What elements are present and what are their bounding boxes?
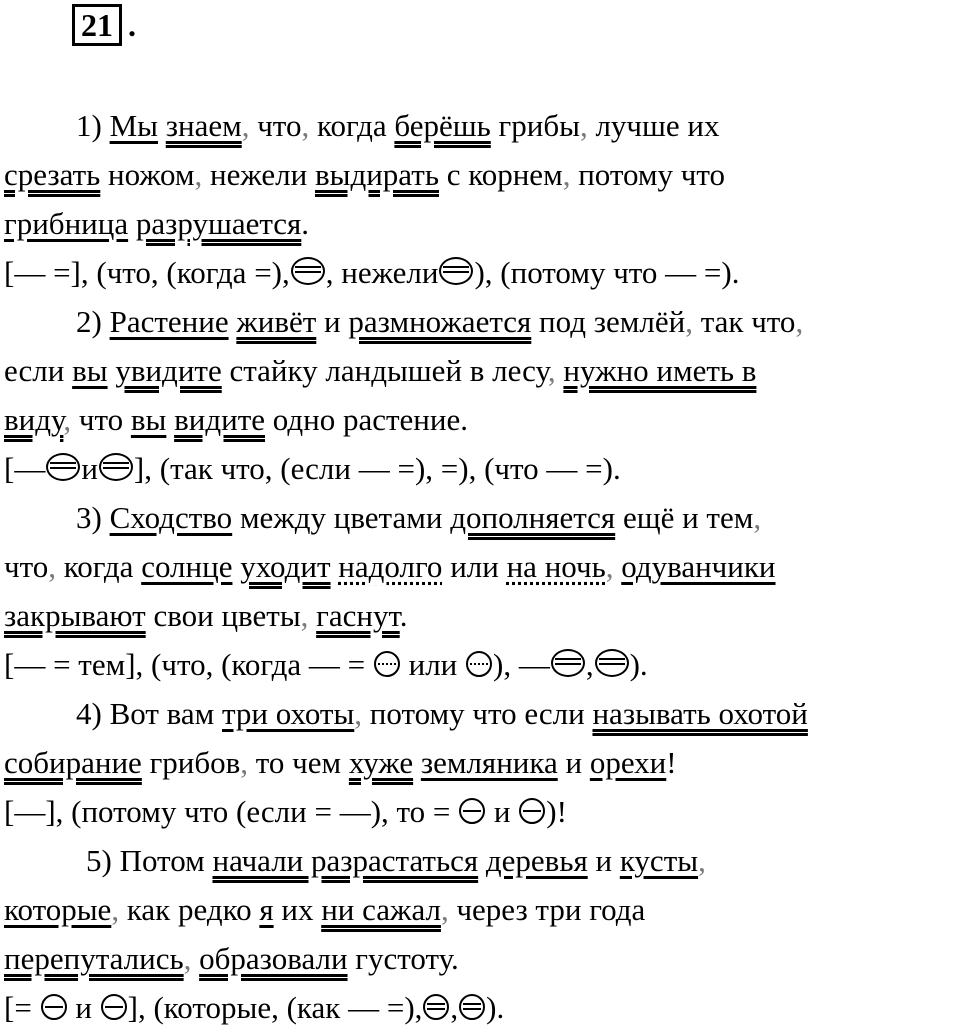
participle-clause-icon (595, 649, 629, 677)
predicate: разрушается (135, 206, 302, 241)
subject: грибница (4, 206, 129, 241)
exercise-number: 21 (72, 4, 122, 46)
participle-clause-icon (99, 453, 133, 481)
exercise-text (0, 101, 960, 1032)
predicate: знаем (165, 108, 242, 143)
sentence-1-scheme: [— =], (что, (когда =), , нежели ), (потому что — =). (4, 255, 740, 290)
adverbial: надолго (338, 549, 443, 584)
predicate: хуже (348, 745, 414, 780)
subject: вы (72, 353, 108, 388)
predicate: начали разрастаться (212, 843, 479, 878)
sentence-3-line-1: 3) Сходство между цветами дополняется ещё и тем, (76, 500, 762, 535)
sentence-5-line-2: которые, как редко я их ни сажал, через три года (4, 892, 646, 927)
participle-clause-icon (423, 994, 449, 1020)
predicate: выдирать (314, 157, 439, 192)
subject: Мы (109, 108, 158, 143)
sentence-3-scheme: [— = тем], (что, (когда — = или ), — , ). (4, 647, 648, 682)
predicate: видите (174, 402, 266, 437)
homogeneous-member-icon (101, 994, 127, 1020)
adverbial-clause-icon (374, 651, 400, 677)
subject: которые (4, 892, 112, 927)
sentence-4-scheme: [—], (потому что (если = —), то = и )! (4, 794, 567, 829)
subject: кусты (619, 843, 699, 878)
sentence-3-line-2: что, когда солнце уходит надолго или на ночь, одуванчики (4, 549, 776, 584)
predicate: образовали (199, 941, 348, 976)
homogeneous-member-icon (519, 798, 545, 824)
predicate: уходит (240, 549, 331, 584)
sentence-4-line-2: собирание грибов, то чем хуже земляника и орехи! (4, 745, 677, 780)
predicate: живёт (236, 304, 317, 339)
subject: солнце (141, 549, 233, 584)
sentence-2-line-3: виду, что вы видите одно растение. (4, 402, 468, 437)
sentence-5-scheme: [= и ], (которые, (как — =), , ). (4, 990, 505, 1025)
subject: три охоты (222, 696, 355, 731)
predicate: называть охотой (592, 696, 808, 731)
participle-clause-icon (46, 453, 80, 481)
sentence-2-scheme: [— и ], (так что, (если — =), =), (что — =). (4, 451, 621, 486)
exercise-number-dot: . (128, 7, 136, 43)
subject: деревья (485, 843, 588, 878)
subject: вы (130, 402, 167, 437)
sentence-3-line-3: закрывают свои цветы, гаснут. (4, 598, 408, 633)
participle-clause-icon (459, 994, 485, 1020)
subject: я (259, 892, 274, 927)
subject: земляника (420, 745, 558, 780)
participle-clause-icon (551, 649, 585, 677)
predicate: собирание (4, 745, 142, 780)
subject: орехи (589, 745, 667, 780)
predicate: виду (4, 402, 64, 437)
sentence-2-line-1: 2) Растение живёт и размножается под землёй, так что, (76, 304, 804, 339)
sentence-2-line-2: если вы увидите стайку ландышей в лесу, нужно иметь в (4, 353, 757, 388)
subject: одуванчики (621, 549, 776, 584)
sentence-1-line-3: грибница разрушается. (4, 206, 310, 241)
predicate: увидите (115, 353, 222, 388)
sentence-1-line-2: срезать ножом, нежели выдирать с корнем, потому что (4, 157, 726, 192)
subject: Сходство (109, 500, 233, 535)
participle-clause-icon (439, 257, 473, 285)
predicate: дополняется (450, 500, 616, 535)
sentence-5-line-1: 5) Потом начали разрастаться деревья и кусты, (86, 843, 706, 878)
adverbial-clause-icon (466, 651, 492, 677)
predicate: срезать (4, 157, 101, 192)
sentence-4-line-1: 4) Вот вам три охоты, потому что если называть охотой (76, 696, 808, 731)
subject: Растение (109, 304, 229, 339)
homogeneous-member-icon (459, 798, 485, 824)
predicate: берёшь (394, 108, 491, 143)
predicate: закрывают (4, 598, 146, 633)
predicate: нужно иметь в (563, 353, 757, 388)
predicate: гаснут (316, 598, 400, 633)
predicate: перепутались (4, 941, 184, 976)
adverbial: на ночь (506, 549, 606, 584)
participle-clause-icon (291, 257, 325, 285)
sentence-1-line-1: 1) Мы знаем, что, когда берёшь грибы, лучше их (76, 108, 720, 143)
homogeneous-member-icon (41, 994, 67, 1020)
predicate: ни сажал (321, 892, 441, 927)
predicate: размножается (348, 304, 532, 339)
sentence-5-line-3: перепутались, образовали густоту. (4, 941, 459, 976)
